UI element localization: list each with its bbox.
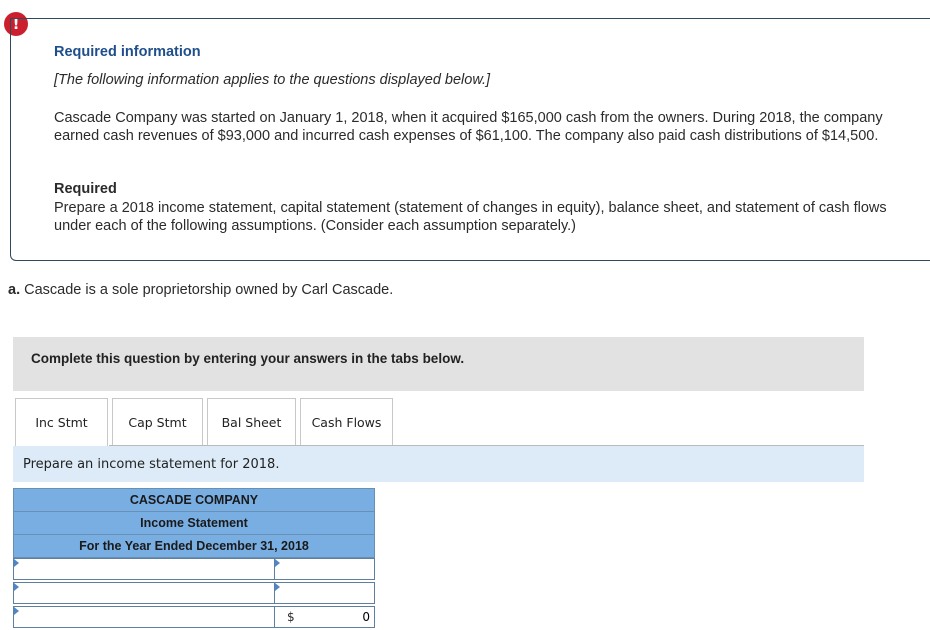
question-a xyxy=(8,282,393,298)
line-item-label-cell[interactable] xyxy=(13,558,275,580)
table-row xyxy=(13,582,375,606)
required-text: Prepare a 2018 income statement, capital statement (statement of changes in equity), balance sheet, and statement of cash flows under each of the following assumptions. (Consider each assumption separately.) xyxy=(54,200,887,234)
statement-period: For the Year Ended December 31, 2018 xyxy=(13,535,375,558)
line-item-amount-cell[interactable] xyxy=(274,558,375,580)
dropdown-marker-icon xyxy=(14,583,19,591)
statement-title: Income Statement xyxy=(13,512,375,535)
currency-symbol: $ xyxy=(287,610,295,624)
tab-bal-sheet[interactable]: Bal Sheet xyxy=(207,398,296,445)
alert-icon: ! xyxy=(4,12,28,36)
dropdown-marker-icon xyxy=(14,607,19,615)
instruction-bar xyxy=(13,446,864,482)
dropdown-marker-icon xyxy=(14,559,19,567)
info-paragraph: Cascade Company was started on January 1, 2018, when it acquired $165,000 cash from the owners. During 2018, the company earned cash revenues of $93,000 and incurred cash expenses of $61,100. The company also paid cash distributions of $14,500. xyxy=(54,110,883,144)
required-information-box xyxy=(10,18,930,261)
required-label: Required xyxy=(54,181,117,197)
info-note: [The following information applies to the questions displayed below.] xyxy=(54,72,491,88)
tab-inc-stmt[interactable]: Inc Stmt xyxy=(15,398,108,446)
instruction-text: Prepare an income statement for 2018. xyxy=(23,457,280,472)
info-title: Required information xyxy=(54,44,201,60)
line-item-label-cell[interactable] xyxy=(13,582,275,604)
statement-company: CASCADE COMPANY xyxy=(13,488,375,512)
line-item-amount-input[interactable] xyxy=(275,559,374,579)
line-item-amount-input[interactable] xyxy=(275,583,374,603)
line-item-label-input[interactable] xyxy=(14,559,274,579)
line-item-amount-cell[interactable] xyxy=(274,582,375,604)
dropdown-marker-icon xyxy=(275,559,280,567)
complete-question-bar xyxy=(13,337,864,391)
line-item-amount-cell[interactable] xyxy=(274,606,375,628)
question-letter: a. xyxy=(8,282,21,298)
question-text: Cascade is a sole proprietorship owned by Carl Cascade. xyxy=(24,282,394,298)
complete-question-text: Complete this question by entering your answers in the tabs below. xyxy=(31,351,465,366)
tab-cash-flows[interactable]: Cash Flows xyxy=(300,398,393,445)
line-item-label-input[interactable] xyxy=(14,607,274,627)
table-row xyxy=(13,606,375,630)
tab-cap-stmt[interactable]: Cap Stmt xyxy=(112,398,203,445)
dropdown-marker-icon xyxy=(275,583,280,591)
line-item-label-cell[interactable] xyxy=(13,606,275,628)
table-row xyxy=(13,558,375,582)
income-statement-table xyxy=(13,488,375,630)
line-item-label-input[interactable] xyxy=(14,583,274,603)
